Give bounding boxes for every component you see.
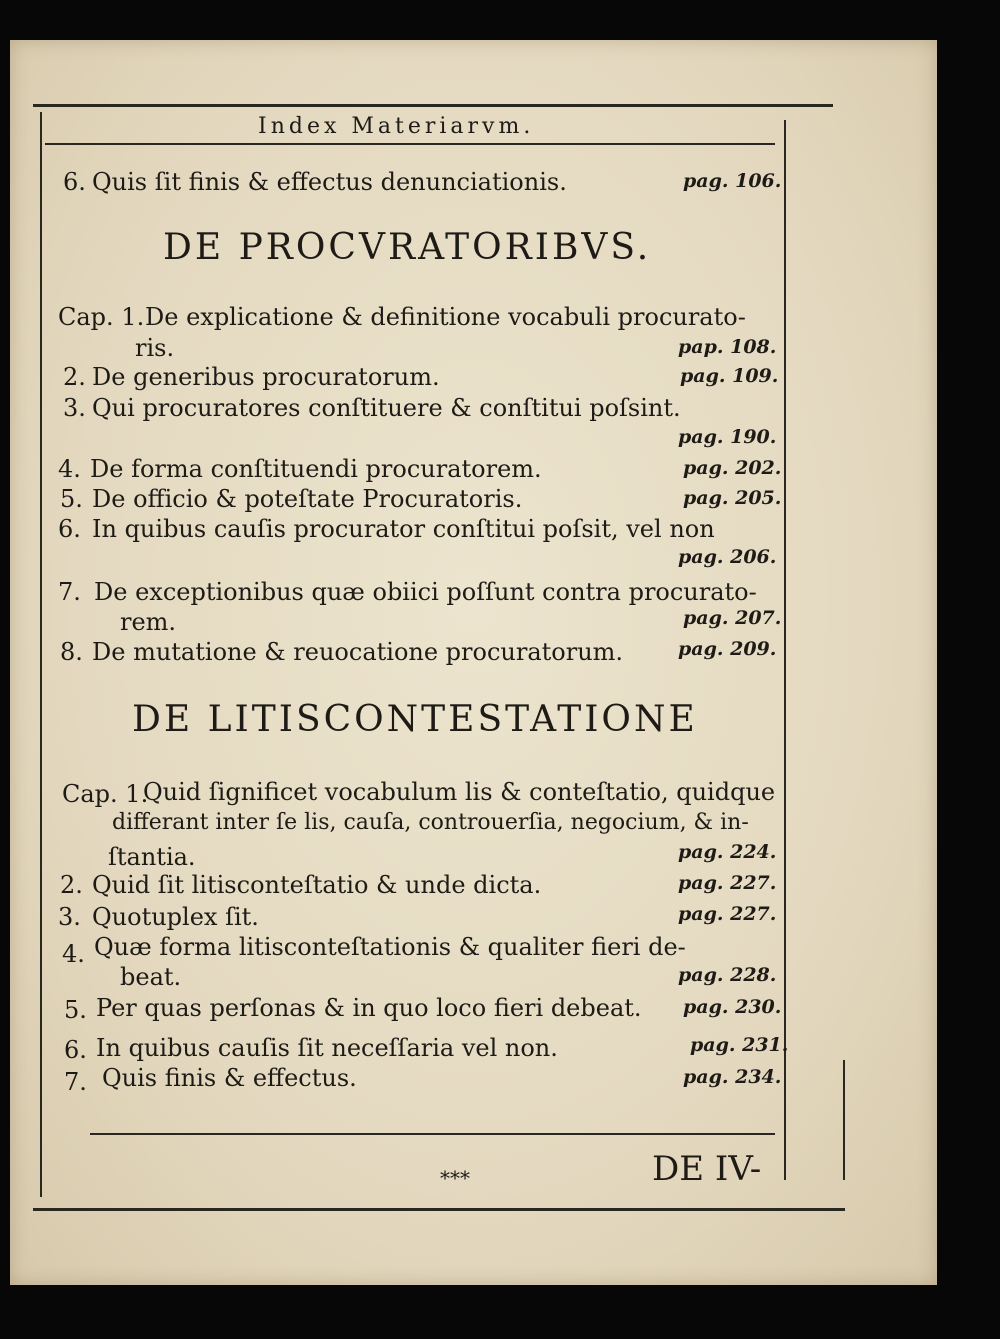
entry-text: De mutatione & reuocatione procuratorum. xyxy=(92,638,624,666)
entry-text: Quid ſit litisconteſtatio & unde dicta. xyxy=(92,871,542,899)
catchword: DE IV- xyxy=(652,1149,762,1189)
entry-text: rem. xyxy=(120,608,177,636)
outer-right-rule xyxy=(843,1060,845,1180)
entry-text: De officio & poteſtate Procuratoris. xyxy=(92,485,523,513)
entry-number: 3. xyxy=(58,903,81,931)
left-margin-rule xyxy=(40,112,42,1197)
section-heading: DE PROCVRATORIBVS. xyxy=(163,227,652,268)
entry-number: Cap. 1. xyxy=(58,303,145,331)
right-margin-rule xyxy=(784,120,786,1180)
entry-page: pag. 109. xyxy=(680,365,779,387)
entry-page: pag. 190. xyxy=(678,426,777,448)
entry-page: pag. 227. xyxy=(678,872,777,894)
entry-text: Quis finis & effectus. xyxy=(102,1064,357,1092)
entry-text: differant inter ſe lis, cauſa, controuerſia, negocium, & in- xyxy=(112,810,749,835)
entry-page: pag. 228. xyxy=(678,964,777,986)
entry-text: Quotuplex ſit. xyxy=(92,903,259,931)
entry-text: In quibus cauſis ſit neceſſaria vel non. xyxy=(96,1034,558,1062)
entry-page: pap. 108. xyxy=(678,336,777,358)
entry-text: In quibus cauſis procurator conſtitui poſsit, vel non xyxy=(92,515,715,543)
entry-number: 5. xyxy=(64,996,87,1024)
entry-number: 2. xyxy=(60,871,83,899)
entry-number: 4. xyxy=(58,455,81,483)
entry-text: ris. xyxy=(135,334,175,362)
entry-number: 2. xyxy=(63,363,86,391)
top-rule xyxy=(33,104,833,107)
entry-text: De exceptionibus quæ obiici poſſunt contra procurato- xyxy=(94,578,757,606)
entry-number: 8. xyxy=(60,638,83,666)
entry-number: Cap. 1. xyxy=(62,780,149,808)
entry-number: 3. xyxy=(63,394,86,422)
footer-rule xyxy=(90,1133,775,1135)
entry-page: pag. 224. xyxy=(678,841,777,863)
entry-text: Quid ſignificet vocabulum lis & conteſtatio, quidque xyxy=(143,778,776,806)
entry-number: 6. xyxy=(64,1036,87,1064)
entry-text: De forma conſtituendi procuratorem. xyxy=(90,455,542,483)
bottom-rule xyxy=(33,1208,845,1211)
entry-page: pag. 207. xyxy=(683,607,782,629)
entry-page: pag. 209. xyxy=(678,638,777,660)
entry-text: ſtantia. xyxy=(108,843,196,871)
entry-page: pag. 206. xyxy=(678,546,777,568)
entry-page: pag. 205. xyxy=(683,487,782,509)
entry-number: 5. xyxy=(60,485,83,513)
entry-text: De explicatione & definitione vocabuli procurato- xyxy=(145,303,746,331)
header-rule xyxy=(45,143,775,145)
entry-number: 6. xyxy=(58,515,81,543)
entry-page: pag. 230. xyxy=(683,996,782,1018)
signature-mark: *** xyxy=(440,1166,470,1190)
entry-page: pag. 227. xyxy=(678,903,777,925)
entry-page: pag. 202. xyxy=(683,457,782,479)
entry-page: pag. 234. xyxy=(683,1066,782,1088)
entry-text: Per quas perſonas & in quo loco fieri debeat. xyxy=(96,994,642,1022)
entry-number: 6. xyxy=(63,168,86,196)
running-header: Index Materiarvm. xyxy=(258,114,535,139)
entry-number: 4. xyxy=(62,940,85,968)
entry-text: Quis ſit finis & effectus denunciationis. xyxy=(92,168,567,196)
entry-page: pag. 106. xyxy=(683,170,782,192)
entry-number: 7. xyxy=(58,578,81,606)
section-heading: DE LITISCONTESTATIONE xyxy=(132,699,698,740)
entry-text: Qui procuratores conſtituere & conſtitui poſsint. xyxy=(92,394,681,422)
entry-text: Quæ forma litisconteſtationis & qualiter fieri de- xyxy=(94,933,686,961)
entry-page: pag. 231. xyxy=(690,1034,789,1056)
entry-text: beat. xyxy=(120,963,182,991)
entry-text: De generibus procuratorum. xyxy=(92,363,440,391)
entry-number: 7. xyxy=(64,1068,87,1096)
